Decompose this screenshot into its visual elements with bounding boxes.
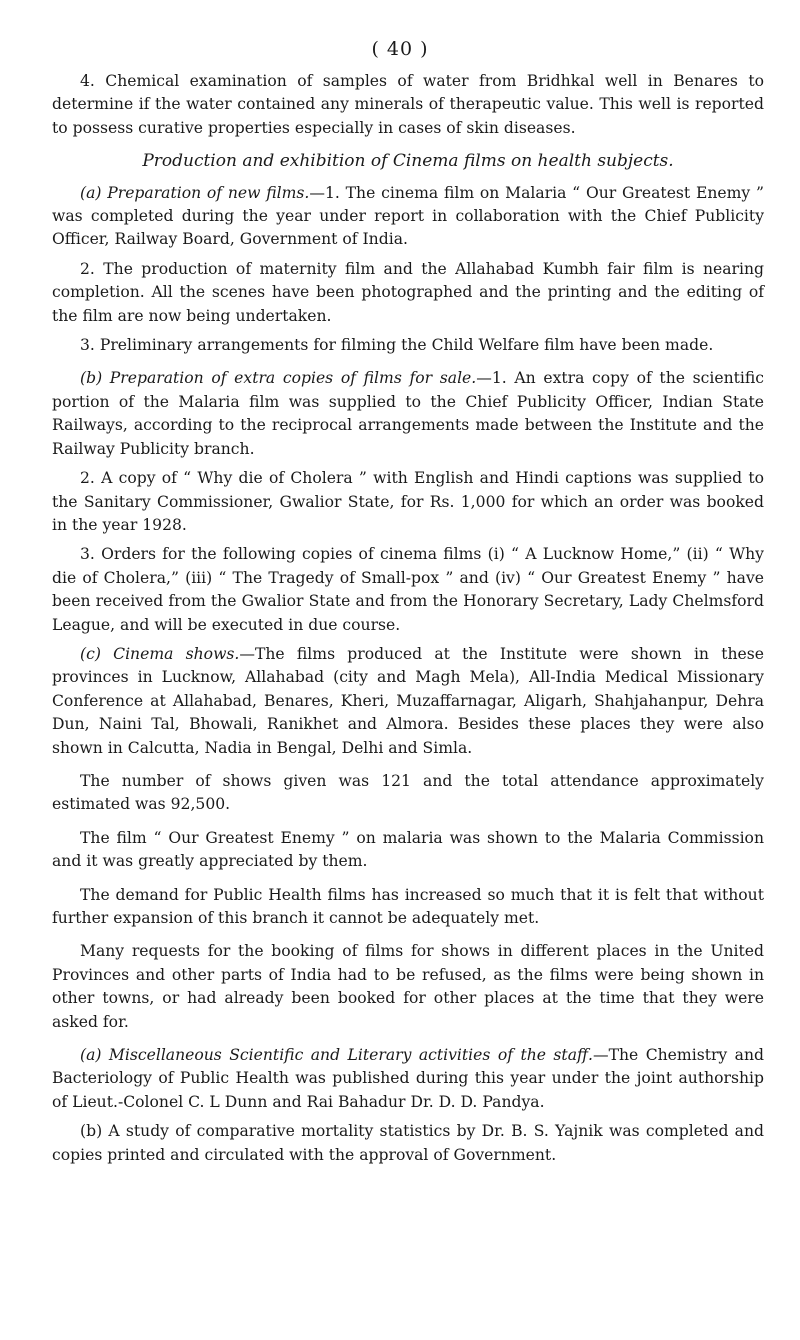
paragraph-extra-copies [52, 367, 764, 461]
page-body [52, 70, 764, 1173]
paragraph-chemical-examination: 4. Chemical examination of samples of water from Bridhkal well in Benares to determine if the water contained any minerals of therapeutic value. This well is reported to possess curative properties especially in cases of skin diseases. [52, 72, 764, 137]
paragraph-orders: 3. Orders for the following copies of cinema films (i) “ A Lucknow Home,” (ii) “ Why die of Cholera,” (iii) “ The Tragedy of Small-pox ” and (iv) “ Our Greatest Enemy ” have been received from the Gwalior State and from the Honorary Secretary, Lady Chelmsford League, and will be executed in due course. [52, 545, 764, 634]
subheading-misc-activities: (a) Miscellaneous Scientific and Literary activities of the staff. [80, 1046, 593, 1065]
paragraph-mortality-study: (b) A study of comparative mortality statistics by Dr. B. S. Yajnik was completed and copies printed and circulated with the approval of Government. [52, 1122, 764, 1164]
subheading-new-films: (a) Preparation of new films. [80, 183, 310, 202]
paragraph-cinema-shows [52, 643, 764, 760]
paragraph-cholera-copy: 2. A copy of “ Why die of Cholera ” with English and Hindi captions was supplied to the Sanitary Commissioner, Gwalior State, for Rs. 1,000 for which an order was booked in the year 1928. [52, 469, 764, 534]
paragraph-misc-activities [52, 1044, 764, 1114]
paragraph-cinema-shows-text: —The films produced at the Institute were shown in these provinces in Lucknow, Allahabad (city and Magh Mela), All-India Medical Missionary Conference at Allahabad, Benares, Kheri, Muzaffarnagar, Aligarh, Shahjahanpur, Dehra Dun, Naini Tal, Bhowali, Ranikhet and Almora. Besides these places they were also shown in Calcutta, Nadia in Bengal, Delhi and Simla. [52, 644, 764, 757]
paragraph-extra-copies-text: —1. An extra copy of the scientific portion of the Malaria film was supplied to the Chief Publicity Officer, Indian State Railways, according to the reciprocal arrangements made between the Institute and the Railway Publicity branch. [52, 369, 764, 458]
page-number: ( 40 ) [371, 38, 429, 60]
paragraph-maternity-film: 2. The production of maternity film and the Allahabad Kumbh fair film is nearing completion. All the scenes have been photographed and the printing and the editing of the film are now being undertaken. [52, 259, 764, 325]
paragraph-malaria-commission: The film “ Our Greatest Enemy ” on malaria was shown to the Malaria Commission and it was greatly appreciated by them. [52, 828, 764, 871]
paragraph-child-welfare-film: 3. Preliminary arrangements for filming the Child Welfare film have been made. [80, 336, 714, 355]
section-heading-cinema-films: Production and exhibition of Cinema films on health subjects. [142, 151, 674, 172]
paragraph-misc-activities-text: —The Chemistry and Bacteriology of Public Health was published during this year under the joint authorship of Lieut.-Colonel C. L Dunn and Rai Bahadur Dr. D. D. Pandya. [52, 1046, 764, 1111]
subheading-cinema-shows: (c) Cinema shows. [80, 644, 240, 663]
paragraph-demand: The demand for Public Health films has increased so much that it is felt that without further expansion of this branch it cannot be adequately met. [52, 885, 764, 927]
subheading-extra-copies: (b) Preparation of extra copies of films for sale. [80, 369, 477, 388]
paragraph-show-count: The number of shows given was 121 and the total attendance approximately estimated was 92,500. [52, 771, 764, 814]
paragraph-booking-requests: Many requests for the booking of films for shows in different places in the United Provinces and other parts of India had to be refused, as the films were being shown in other towns, or had already been booked for other places at the time that they were asked for. [52, 942, 764, 1031]
paragraph-new-films-text: —1. The cinema film on Malaria “ Our Greatest Enemy ” was completed during the year under report in collaboration with the Chief Publicity Officer, Railway Board, Government of India. [52, 183, 764, 249]
paragraph-new-films [52, 182, 764, 252]
